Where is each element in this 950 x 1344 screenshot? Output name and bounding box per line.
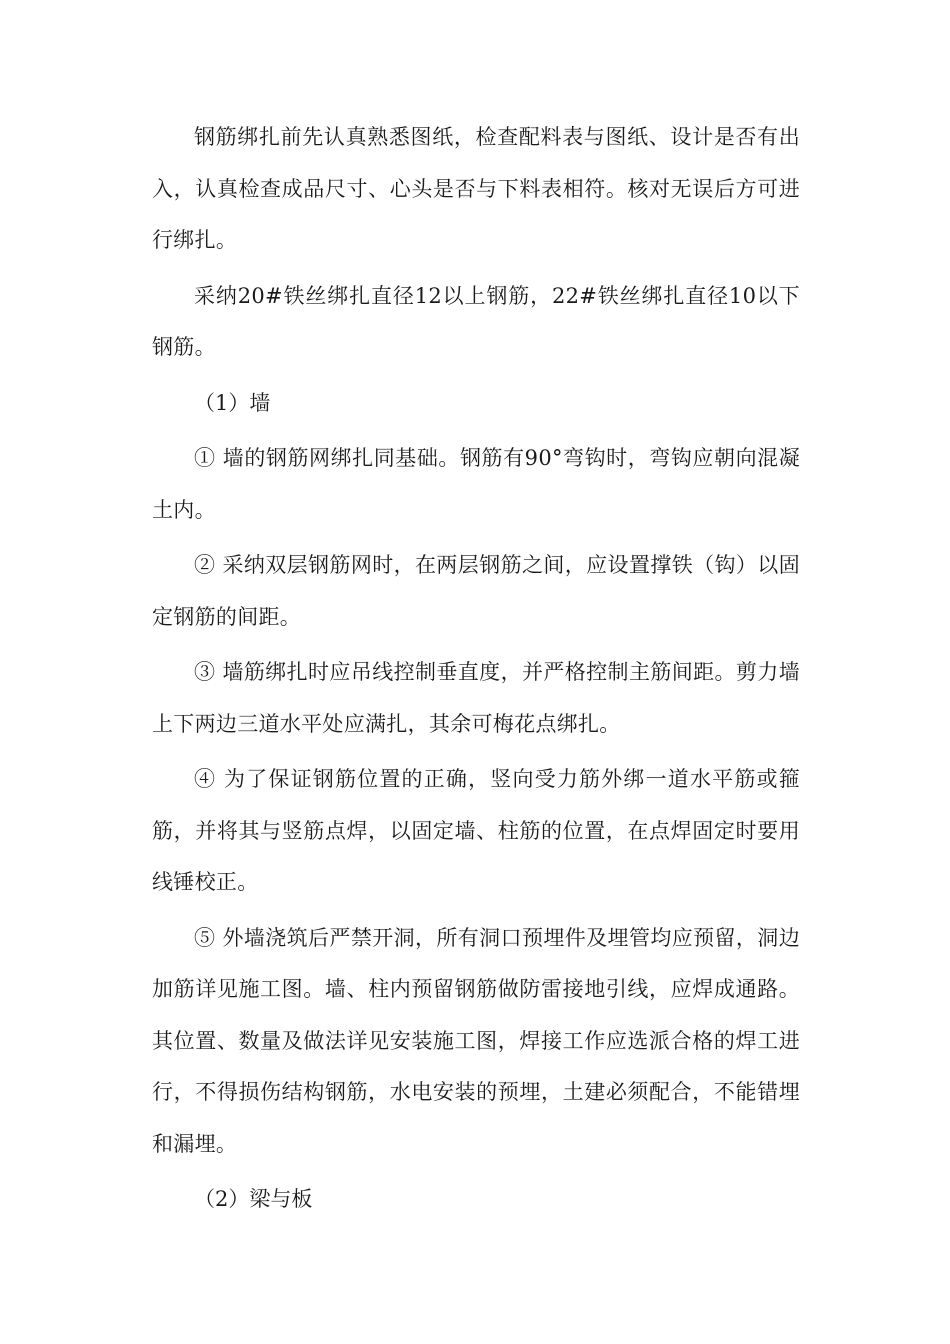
section-heading-wall: （1）墙: [194, 390, 271, 415]
paragraph-binding-prep: 钢筋绑扎前先认真熟悉图纸，检查配料表与图纸、设计是否有出入，认真检查成品尺寸、心头是否与下料表相符。核对无误后方可进行绑扎。: [152, 125, 800, 252]
list-item-wall-3: ③ 墙筋绑扎时应吊线控制垂直度，并严格控制主筋间距。剪力墙上下两边三道水平处应满扎，其余可梅花点绑扎。: [152, 660, 800, 736]
section-heading-beam-slab: （2）梁与板: [194, 1187, 313, 1211]
list-item-wall-2: ② 采纳双层钢筋网时，在两层钢筋之间，应设置撑铁（钩）以固定钢筋的间距。: [152, 553, 800, 629]
list-item-wall-4: ④ 为了保证钢筋位置的正确，竖向受力筋外绑一道水平筋或箍筋，并将其与竖筋点焊，以固定墙、柱筋的位置，在点焊固定时要用线锤校正。: [152, 767, 800, 894]
list-item-wall-1: ① 墙的钢筋网绑扎同基础。钢筋有90°弯钩时，弯钩应朝向混凝土内。: [152, 446, 800, 522]
paragraph-wire-spec: 采纳20#铁丝绑扎直径12以上钢筋，22#铁丝绑扎直径10以下钢筋。: [152, 283, 800, 359]
list-item-wall-5: ⑤ 外墙浇筑后严禁开洞，所有洞口预埋件及埋管均应预留，洞边加筋详见施工图。墙、柱内预留钢筋做防雷接地引线，应焊成通路。其位置、数量及做法详见安装施工图，焊接工作应选派合格的焊工进行，不得损伤结构钢筋，水电安装的预埋，土建必须配合，不能错埋和漏埋。: [152, 925, 800, 1156]
document-body: [152, 112, 800, 1230]
